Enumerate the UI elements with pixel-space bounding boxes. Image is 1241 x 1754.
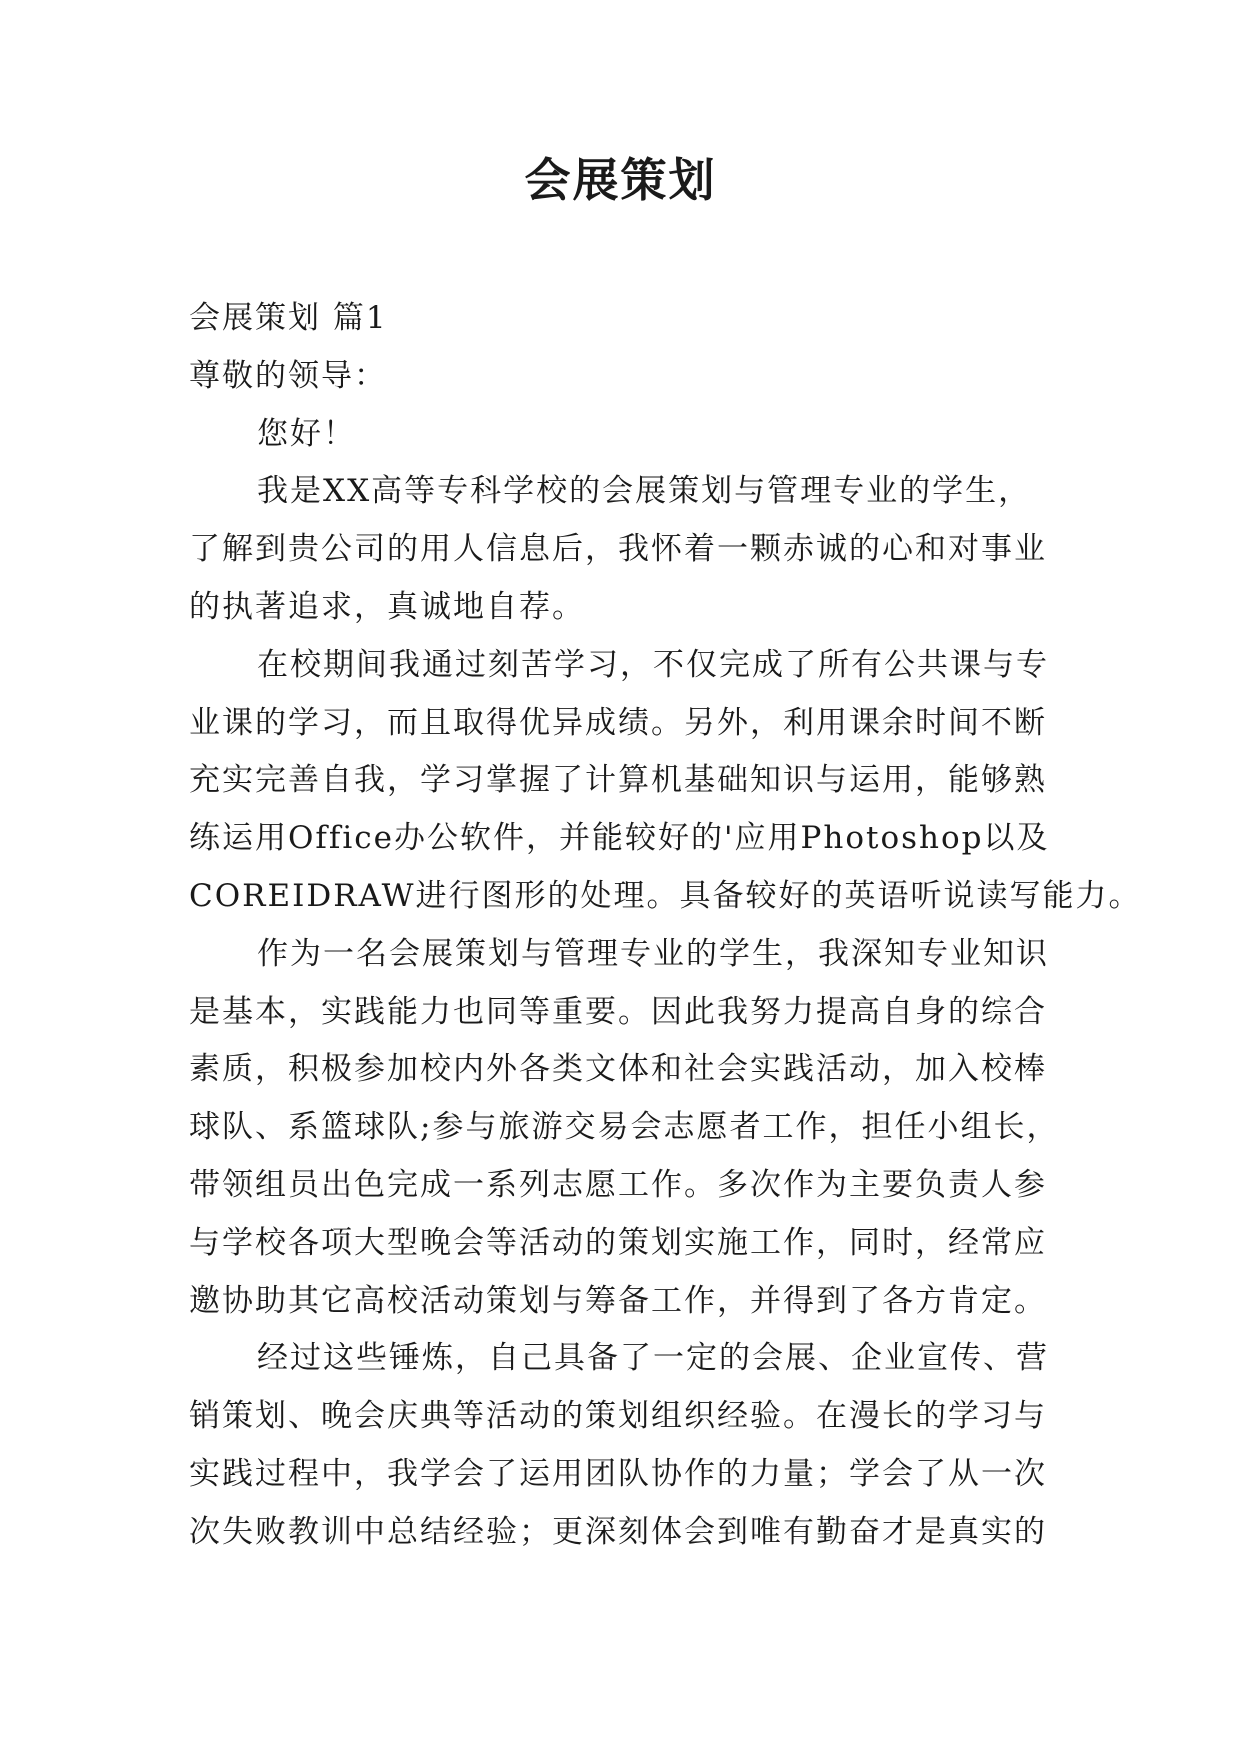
document-body bbox=[189, 290, 1142, 1562]
paragraph-line: 是基本，实践能力也同等重要。因此我努力提高自身的综合 bbox=[189, 993, 1047, 1030]
paragraph-line: 实践过程中，我学会了运用团队协作的力量；学会了从一次 bbox=[189, 1455, 1047, 1492]
paragraph-line: 球队、系篮球队;参与旅游交易会志愿者工作，担任小组长， bbox=[189, 1109, 1060, 1146]
paragraph-line: 练运用Office办公软件，并能较好的'应用Photoshop以及 bbox=[189, 820, 1050, 857]
document-title: 会展策划 bbox=[524, 153, 717, 207]
paragraph-line: 带领组员出色完成一系列志愿工作。多次作为主要负责人参 bbox=[189, 1166, 1047, 1203]
salutation: 尊敬的领导： bbox=[189, 357, 387, 394]
paragraph-line: 经过这些锤炼，自己具备了一定的会展、企业宣传、营 bbox=[257, 1340, 1049, 1377]
paragraph-line: 邀协助其它高校活动策划与筹备工作，并得到了各方肯定。 bbox=[189, 1282, 1047, 1319]
section-heading: 会展策划 篇1 bbox=[189, 300, 388, 336]
paragraph-line: 我是XX高等专科学校的会展策划与管理专业的学生， bbox=[257, 473, 1032, 510]
paragraph-line: 与学校各项大型晚会等活动的策划实施工作，同时，经常应 bbox=[189, 1224, 1047, 1261]
greeting: 您好！ bbox=[257, 415, 356, 452]
paragraph-line: COREIDRAW进行图形的处理。具备较好的英语听说读写能力。 bbox=[189, 877, 1142, 914]
paragraph-line: 的执著追求，真诚地自荐。 bbox=[189, 588, 585, 625]
paragraph-line: 业课的学习，而且取得优异成绩。另外，利用课余时间不断 bbox=[189, 704, 1047, 741]
paragraph-line: 销策划、晚会庆典等活动的策划组织经验。在漫长的学习与 bbox=[189, 1398, 1047, 1435]
paragraph-line: 作为一名会展策划与管理专业的学生，我深知专业知识 bbox=[257, 935, 1049, 972]
paragraph-line: 充实完善自我，学习掌握了计算机基础知识与运用，能够熟 bbox=[189, 762, 1047, 799]
paragraph-line: 次失败教训中总结经验；更深刻体会到唯有勤奋才是真实的 bbox=[189, 1513, 1047, 1550]
paragraph-line: 在校期间我通过刻苦学习，不仅完成了所有公共课与专 bbox=[257, 646, 1049, 683]
paragraph-line: 素质，积极参加校内外各类文体和社会实践活动，加入校棒 bbox=[189, 1051, 1047, 1088]
paragraph-line: 了解到贵公司的用人信息后，我怀着一颗赤诚的心和对事业 bbox=[189, 531, 1047, 568]
